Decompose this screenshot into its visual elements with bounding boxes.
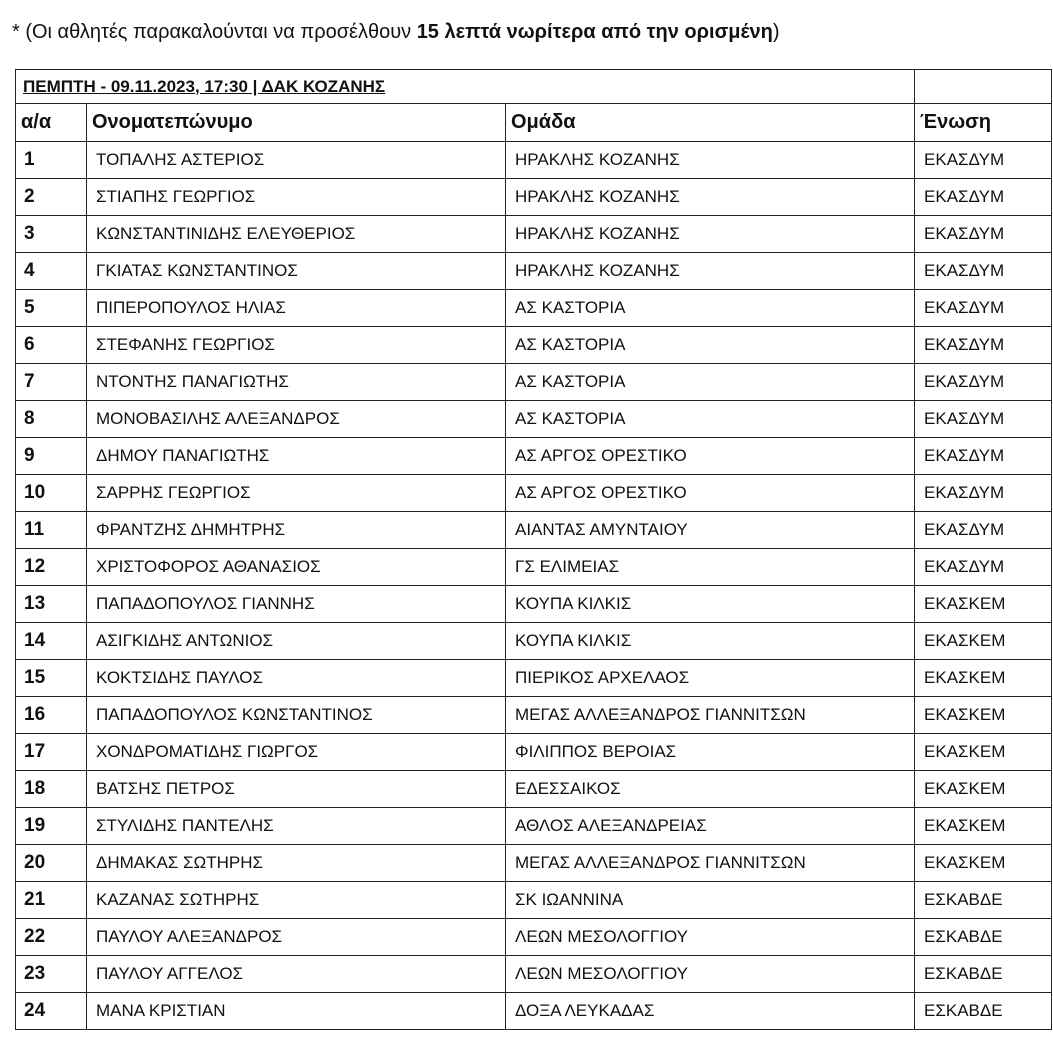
table-row [16, 327, 1052, 364]
table-row [16, 660, 1052, 697]
athlete-name: ΚΩΝΣΤΑΝΤΙΝΙΔΗΣ ΕΛΕΥΘΕΡΙΟΣ [87, 216, 506, 253]
session-title: ΠΕΜΠΤΗ - 09.11.2023, 17:30 | ΔΑΚ ΚΟΖΑΝΗΣ [16, 70, 915, 104]
team-name: ΑΣ ΑΡΓΟΣ ΟΡΕΣΤΙΚΟ [506, 475, 915, 512]
row-number: 10 [16, 475, 87, 512]
union-name: ΕΚΑΣΚΕΜ [915, 808, 1052, 845]
union-name: ΕΣΚΑΒΔΕ [915, 993, 1052, 1030]
row-number: 7 [16, 364, 87, 401]
team-name: ΑΣ ΚΑΣΤΟΡΙΑ [506, 364, 915, 401]
team-name: ΑΙΑΝΤΑΣ ΑΜΥΝΤΑΙΟΥ [506, 512, 915, 549]
row-number: 11 [16, 512, 87, 549]
table-row [16, 253, 1052, 290]
row-number: 3 [16, 216, 87, 253]
table-row [16, 771, 1052, 808]
union-name: ΕΣΚΑΒΔΕ [915, 919, 1052, 956]
roster-body [16, 70, 1052, 1030]
athlete-name: ΠΑΥΛΟΥ ΑΓΓΕΛΟΣ [87, 956, 506, 993]
athlete-name: ΠΑΠΑΔΟΠΟΥΛΟΣ ΚΩΝΣΤΑΝΤΙΝΟΣ [87, 697, 506, 734]
union-name: ΕΚΑΣΔΥΜ [915, 438, 1052, 475]
row-number: 16 [16, 697, 87, 734]
header-row [16, 104, 1052, 142]
row-number: 2 [16, 179, 87, 216]
row-number: 22 [16, 919, 87, 956]
team-name: ΑΣ ΚΑΣΤΟΡΙΑ [506, 401, 915, 438]
union-name: ΕΚΑΣΔΥΜ [915, 290, 1052, 327]
union-name: ΕΣΚΑΒΔΕ [915, 956, 1052, 993]
table-row [16, 993, 1052, 1030]
union-name: ΕΚΑΣΚΕΜ [915, 734, 1052, 771]
row-number: 15 [16, 660, 87, 697]
athlete-name: ΜΑΝΑ ΚΡΙΣΤΙΑΝ [87, 993, 506, 1030]
union-name: ΕΚΑΣΔΥΜ [915, 401, 1052, 438]
note-prefix: * (Οι αθλητές παρακαλούνται να προσέλθουν [12, 21, 417, 43]
row-number: 21 [16, 882, 87, 919]
header-union: Ένωση [915, 104, 1052, 142]
row-number: 1 [16, 142, 87, 179]
union-name: ΕΚΑΣΔΥΜ [915, 142, 1052, 179]
team-name: ΚΟΥΠΑ ΚΙΛΚΙΣ [506, 623, 915, 660]
athlete-name: ΒΑΤΣΗΣ ΠΕΤΡΟΣ [87, 771, 506, 808]
row-number: 6 [16, 327, 87, 364]
header-team: Ομάδα [506, 104, 915, 142]
union-name: ΕΚΑΣΚΕΜ [915, 623, 1052, 660]
athlete-name: ΤΟΠΑΛΗΣ ΑΣΤΕΡΙΟΣ [87, 142, 506, 179]
team-name: ΗΡΑΚΛΗΣ ΚΟΖΑΝΗΣ [506, 216, 915, 253]
team-name: ΜΕΓΑΣ ΑΛΛΕΞΑΝΔΡΟΣ ΓΙΑΝΝΙΤΣΩΝ [506, 845, 915, 882]
row-number: 23 [16, 956, 87, 993]
team-name: ΗΡΑΚΛΗΣ ΚΟΖΑΝΗΣ [506, 179, 915, 216]
athlete-name: ΣΤΥΛΙΔΗΣ ΠΑΝΤΕΛΗΣ [87, 808, 506, 845]
table-row [16, 882, 1052, 919]
header-num: α/α [16, 104, 87, 142]
union-name: ΕΚΑΣΚΕΜ [915, 660, 1052, 697]
row-number: 12 [16, 549, 87, 586]
union-name: ΕΚΑΣΔΥΜ [915, 512, 1052, 549]
team-name: ΣΚ ΙΩΑΝΝΙΝΑ [506, 882, 915, 919]
row-number: 5 [16, 290, 87, 327]
table-row [16, 475, 1052, 512]
table-row [16, 956, 1052, 993]
union-name: ΕΚΑΣΔΥΜ [915, 216, 1052, 253]
team-name: ΜΕΓΑΣ ΑΛΛΕΞΑΝΔΡΟΣ ΓΙΑΝΝΙΤΣΩΝ [506, 697, 915, 734]
row-number: 14 [16, 623, 87, 660]
table-row [16, 734, 1052, 771]
team-name: ΑΣ ΚΑΣΤΟΡΙΑ [506, 290, 915, 327]
table-row [16, 919, 1052, 956]
athlete-name: ΣΑΡΡΗΣ ΓΕΩΡΓΙΟΣ [87, 475, 506, 512]
athlete-name: ΑΣΙΓΚΙΔΗΣ ΑΝΤΩΝΙΟΣ [87, 623, 506, 660]
union-name: ΕΚΑΣΚΕΜ [915, 586, 1052, 623]
athlete-name: ΜΟΝΟΒΑΣΙΛΗΣ ΑΛΕΞΑΝΔΡΟΣ [87, 401, 506, 438]
table-row [16, 845, 1052, 882]
union-name: ΕΚΑΣΔΥΜ [915, 179, 1052, 216]
table-row [16, 623, 1052, 660]
athlete-name: ΣΤΙΑΠΗΣ ΓΕΩΡΓΙΟΣ [87, 179, 506, 216]
note-suffix: ) [772, 21, 780, 43]
team-name: ΔΟΞΑ ΛΕΥΚΑΔΑΣ [506, 993, 915, 1030]
athlete-name: ΠΙΠΕΡΟΠΟΥΛΟΣ ΗΛΙΑΣ [87, 290, 506, 327]
union-name: ΕΚΑΣΚΕΜ [915, 697, 1052, 734]
team-name: ΕΔΕΣΣΑΙΚΟΣ [506, 771, 915, 808]
session-extra-cell [915, 70, 1052, 104]
athlete-roster-table [15, 69, 1052, 1030]
team-name: ΑΣ ΚΑΣΤΟΡΙΑ [506, 327, 915, 364]
table-row [16, 586, 1052, 623]
union-name: ΕΚΑΣΔΥΜ [915, 327, 1052, 364]
team-name: ΗΡΑΚΛΗΣ ΚΟΖΑΝΗΣ [506, 253, 915, 290]
athlete-name: ΧΡΙΣΤΟΦΟΡΟΣ ΑΘΑΝΑΣΙΟΣ [87, 549, 506, 586]
athlete-name: ΣΤΕΦΑΝΗΣ ΓΕΩΡΓΙΟΣ [87, 327, 506, 364]
table-row [16, 216, 1052, 253]
table-row [16, 438, 1052, 475]
row-number: 4 [16, 253, 87, 290]
athlete-name: ΧΟΝΔΡΟΜΑΤΙΔΗΣ ΓΙΩΡΓΟΣ [87, 734, 506, 771]
row-number: 19 [16, 808, 87, 845]
row-number: 13 [16, 586, 87, 623]
team-name: ΑΘΛΟΣ ΑΛΕΞΑΝΔΡΕΙΑΣ [506, 808, 915, 845]
row-number: 17 [16, 734, 87, 771]
row-number: 20 [16, 845, 87, 882]
athlete-name: ΓΚΙΑΤΑΣ ΚΩΝΣΤΑΝΤΙΝΟΣ [87, 253, 506, 290]
athlete-name: ΔΗΜΟΥ ΠΑΝΑΓΙΩΤΗΣ [87, 438, 506, 475]
team-name: ΦΙΛΙΠΠΟΣ ΒΕΡΟΙΑΣ [506, 734, 915, 771]
union-name: ΕΚΑΣΔΥΜ [915, 549, 1052, 586]
team-name: ΗΡΑΚΛΗΣ ΚΟΖΑΝΗΣ [506, 142, 915, 179]
header-name: Ονοματεπώνυμο [87, 104, 506, 142]
athlete-name: ΝΤΟΝΤΗΣ ΠΑΝΑΓΙΩΤΗΣ [87, 364, 506, 401]
table-row [16, 697, 1052, 734]
team-name: ΛΕΩΝ ΜΕΣΟΛΟΓΓΙΟΥ [506, 956, 915, 993]
table-row [16, 290, 1052, 327]
row-number: 24 [16, 993, 87, 1030]
union-name: ΕΚΑΣΔΥΜ [915, 364, 1052, 401]
table-row [16, 179, 1052, 216]
table-row [16, 142, 1052, 179]
note-emphasis: 15 λεπτά νωρίτερα από την ορισμένη [416, 21, 773, 43]
team-name: ΚΟΥΠΑ ΚΙΛΚΙΣ [506, 586, 915, 623]
union-name: ΕΚΑΣΚΕΜ [915, 771, 1052, 808]
athlete-name: ΚΑΖΑΝΑΣ ΣΩΤΗΡΗΣ [87, 882, 506, 919]
instruction-note [12, 18, 1042, 46]
union-name: ΕΚΑΣΚΕΜ [915, 845, 1052, 882]
athlete-name: ΦΡΑΝΤΖΗΣ ΔΗΜΗΤΡΗΣ [87, 512, 506, 549]
athlete-name: ΠΑΠΑΔΟΠΟΥΛΟΣ ΓΙΑΝΝΗΣ [87, 586, 506, 623]
table-row [16, 401, 1052, 438]
table-row [16, 364, 1052, 401]
team-name: ΑΣ ΑΡΓΟΣ ΟΡΕΣΤΙΚΟ [506, 438, 915, 475]
team-name: ΠΙΕΡΙΚΟΣ ΑΡΧΕΛΑΟΣ [506, 660, 915, 697]
athlete-name: ΔΗΜΑΚΑΣ ΣΩΤΗΡΗΣ [87, 845, 506, 882]
table-row [16, 512, 1052, 549]
athlete-name: ΠΑΥΛΟΥ ΑΛΕΞΑΝΔΡΟΣ [87, 919, 506, 956]
row-number: 9 [16, 438, 87, 475]
union-name: ΕΚΑΣΔΥΜ [915, 253, 1052, 290]
union-name: ΕΣΚΑΒΔΕ [915, 882, 1052, 919]
team-name: ΛΕΩΝ ΜΕΣΟΛΟΓΓΙΟΥ [506, 919, 915, 956]
team-name: ΓΣ ΕΛΙΜΕΙΑΣ [506, 549, 915, 586]
table-row [16, 549, 1052, 586]
row-number: 8 [16, 401, 87, 438]
table-row [16, 808, 1052, 845]
athlete-name: ΚΟΚΤΣΙΔΗΣ ΠΑΥΛΟΣ [87, 660, 506, 697]
union-name: ΕΚΑΣΔΥΜ [915, 475, 1052, 512]
row-number: 18 [16, 771, 87, 808]
session-row [16, 70, 1052, 104]
